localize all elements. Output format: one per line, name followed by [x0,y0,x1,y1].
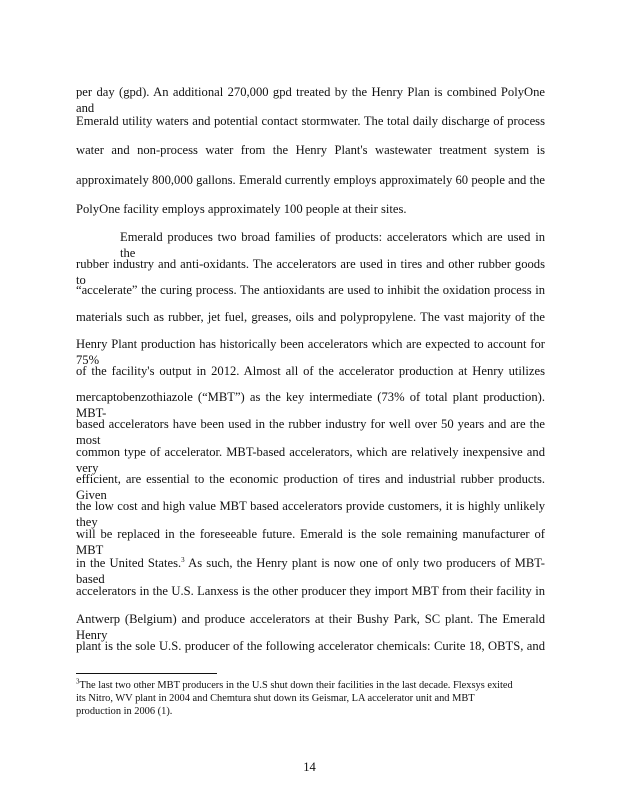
footnote-line: its Nitro, WV plant in 2004 and Chemtura shut down its Geismar, LA accelerator unit and MBT [76,693,475,704]
text-line: will be replaced in the foreseeable future. Emerald is the sole remaining manufacturer of MBT [76,527,545,557]
text-fragment: As such, the Henry plant is now one of only two producers of MBT-based [76,556,545,586]
text-line: water and non-process water from the Henry Plant's wastewater treatment system is [76,143,545,157]
text-line: materials such as rubber, jet fuel, greases, oils and polypropylene. The vast majority of the [76,310,545,324]
text-fragment: in the United States. [76,556,182,570]
text-line: common type of accelerator. MBT-based accelerators, which are relatively inexpensive and very [76,445,545,475]
text-line: Emerald utility waters and potential contact stormwater. The total daily discharge of process [76,114,545,128]
text-line: Emerald produces two broad families of products: accelerators which are used in the [120,230,545,260]
text-line: the low cost and high value MBT based accelerators provide customers, it is highly unlikely they [76,499,545,529]
text-line: rubber industry and anti-oxidants. The accelerators are used in tires and other rubber goods to [76,257,545,287]
text-line: per day (gpd). An additional 270,000 gpd treated by the Henry Plan is combined PolyOne and [76,85,545,115]
text-line: approximately 800,000 gallons. Emerald currently employs approximately 60 people and the [76,173,545,187]
footnote-marker: 3 [76,677,80,686]
text-line: “accelerate” the curing process. The antioxidants are used to inhibit the oxidation process in [76,283,545,297]
text-line: mercaptobenzothiazole (“MBT”) as the key intermediate (73% of total plant production). MBT- [76,390,545,420]
text-line: PolyOne facility employs approximately 100 people at their sites. [76,202,407,216]
footnote-divider [76,673,217,674]
text-fragment: The last two other MBT producers in the U.S shut down their facilities in the last decade. Flexsys exited [79,680,513,691]
text-line: efficient, are essential to the economic production of tires and industrial rubber products. Given [76,472,545,502]
text-line: of the facility's output in 2012. Almost all of the accelerator production at Henry utilizes [76,364,545,378]
text-line: based accelerators have been used in the rubber industry for well over 50 years and are the most [76,417,545,447]
text-line: Antwerp (Belgium) and produce accelerators at their Bushy Park, SC plant. The Emerald Henry [76,612,545,642]
footnote-reference: 3 [181,555,185,564]
text-line: accelerators in the U.S. Lanxess is the other producer they import MBT from their facility in [76,584,545,598]
page-number: 14 [303,760,316,774]
text-line: Henry Plant production has historically been accelerators which are expected to account for 75% [76,337,545,367]
footnote-line [76,679,516,692]
text-line: plant is the sole U.S. producer of the following accelerator chemicals: Curite 18, OBTS, and [76,639,545,653]
footnote-line: production in 2006 (1). [76,706,173,717]
